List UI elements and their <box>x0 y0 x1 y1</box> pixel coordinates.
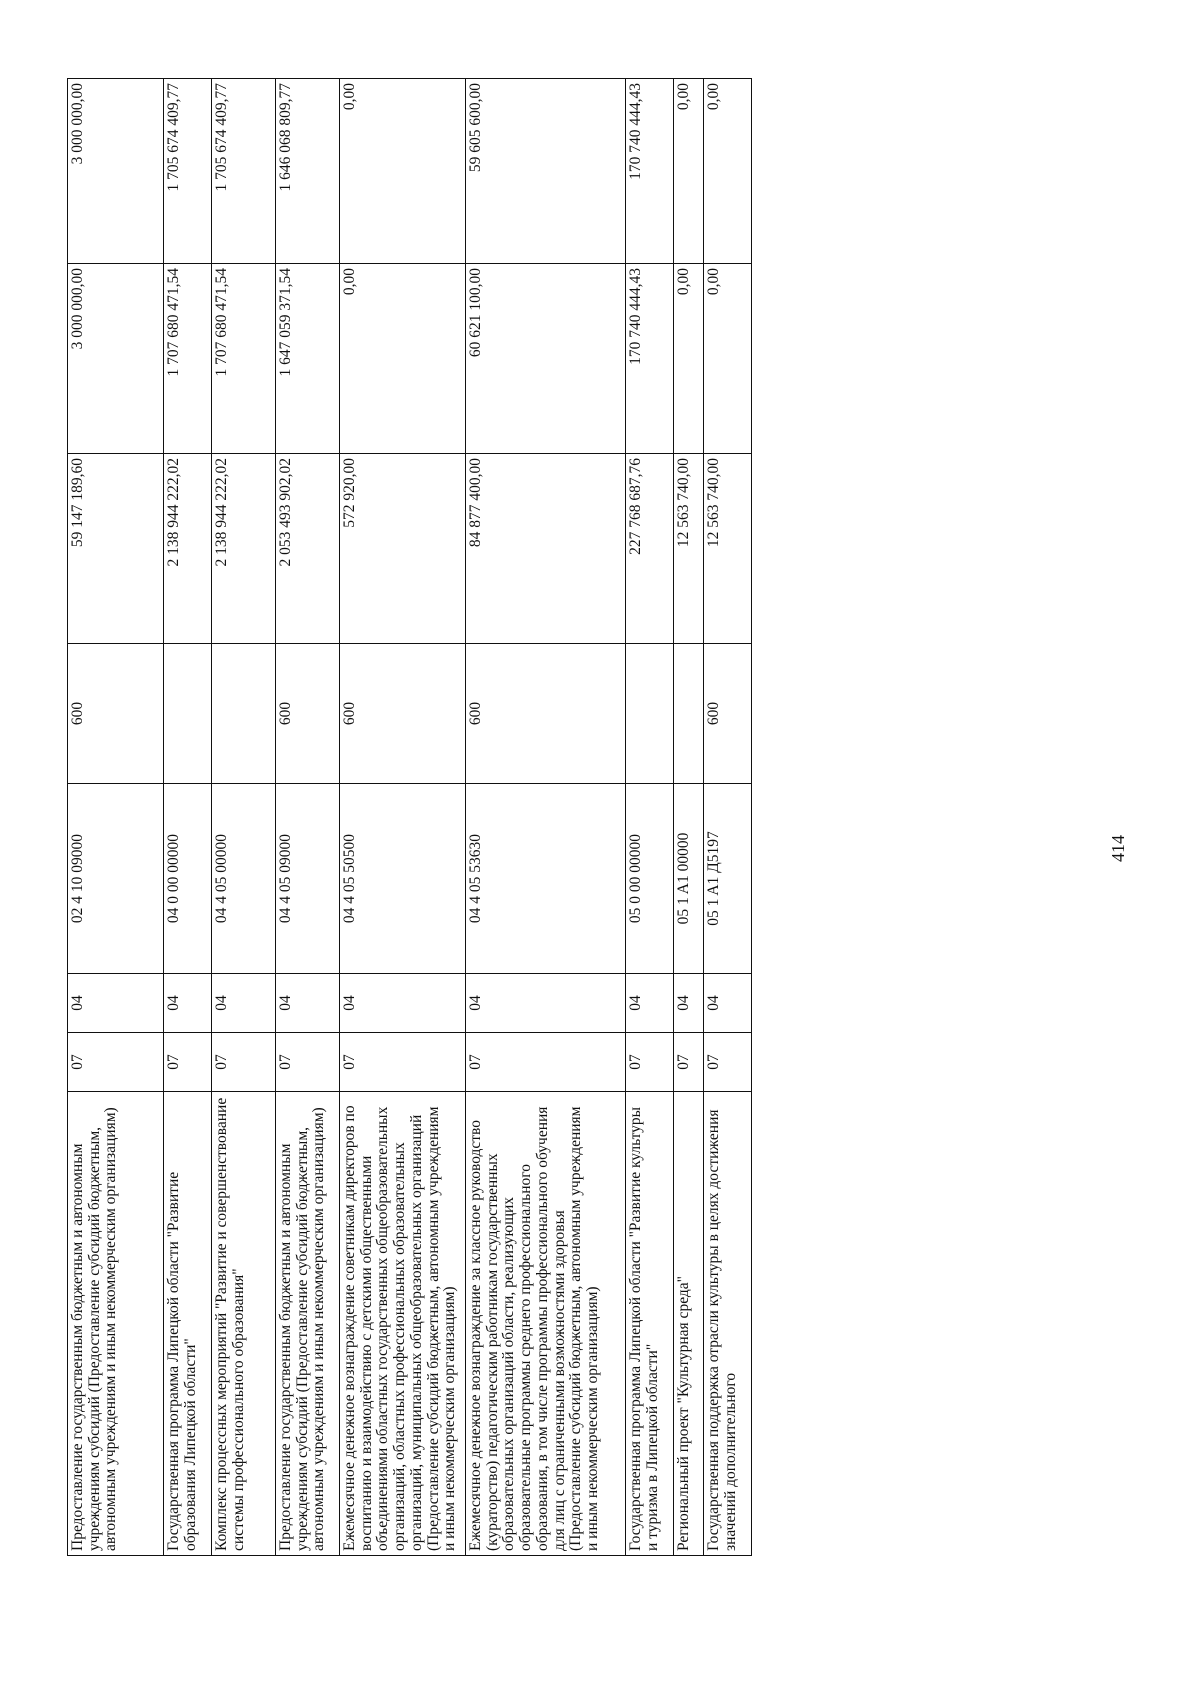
target-article-cell: 05 0 00 00000 <box>626 784 674 974</box>
amount-year2-cell: 3 000 000,00 <box>68 264 164 454</box>
amount-year1-cell: 227 768 687,76 <box>626 454 674 644</box>
target-article-cell: 05 1 A1 Д5197 <box>704 784 752 974</box>
amount-year2-cell: 60 621 100,00 <box>466 264 626 454</box>
row-name-cell: Государственная программа Липецкой области "Развитие образования Липецкой области" <box>164 1092 212 1556</box>
amount-year2-cell: 1 647 059 371,54 <box>276 264 340 454</box>
expense-type-cell: 600 <box>340 644 466 784</box>
amount-year1-cell: 2 138 944 222,02 <box>164 454 212 644</box>
amount-year1-cell: 59 147 189,60 <box>68 454 164 644</box>
subsection-code-cell: 04 <box>340 974 466 1033</box>
section-code-cell: 07 <box>626 1033 674 1092</box>
target-article-cell: 04 4 05 53630 <box>466 784 626 974</box>
subsection-code-cell: 04 <box>276 974 340 1033</box>
target-article-cell: 05 1 A1 00000 <box>674 784 704 974</box>
subsection-code-cell: 04 <box>466 974 626 1033</box>
expense-type-cell: 600 <box>68 644 164 784</box>
amount-year2-cell: 0,00 <box>340 264 466 454</box>
target-article-cell: 02 4 10 09000 <box>68 784 164 974</box>
table-row <box>340 79 466 1556</box>
target-article-cell: 04 4 05 50500 <box>340 784 466 974</box>
amount-year1-cell: 572 920,00 <box>340 454 466 644</box>
amount-year3-cell: 1 705 674 409,77 <box>164 79 212 264</box>
table-row <box>212 79 276 1556</box>
section-code-cell: 07 <box>212 1033 276 1092</box>
amount-year3-cell: 0,00 <box>340 79 466 264</box>
amount-year2-cell: 0,00 <box>704 264 752 454</box>
expense-type-cell: 600 <box>466 644 626 784</box>
amount-year2-cell: 1 707 680 471,54 <box>212 264 276 454</box>
subsection-code-cell: 04 <box>626 974 674 1033</box>
subsection-code-cell: 04 <box>212 974 276 1033</box>
amount-year1-cell: 2 053 493 902,02 <box>276 454 340 644</box>
subsection-code-cell: 04 <box>704 974 752 1033</box>
table-row <box>704 79 752 1556</box>
expense-type-cell <box>164 644 212 784</box>
table-row <box>276 79 340 1556</box>
amount-year1-cell: 2 138 944 222,02 <box>212 454 276 644</box>
row-name-cell: Государственная поддержка отрасли культуры в целях достижения значений дополнительного <box>704 1092 752 1556</box>
section-code-cell: 07 <box>466 1033 626 1092</box>
expense-type-cell: 600 <box>276 644 340 784</box>
amount-year2-cell: 1 707 680 471,54 <box>164 264 212 454</box>
amount-year3-cell: 0,00 <box>674 79 704 264</box>
row-name-cell: Предоставление государственным бюджетным и автономным учреждениям субсидий (Предоставление субсидий бюджетным, автономным учреждениям и иным некоммерческим организациям) <box>68 1092 164 1556</box>
expense-type-cell: 600 <box>704 644 752 784</box>
table-row <box>466 79 626 1556</box>
section-code-cell: 07 <box>340 1033 466 1092</box>
table-row <box>674 79 704 1556</box>
amount-year3-cell: 1 705 674 409,77 <box>212 79 276 264</box>
row-name-cell: Ежемесячное денежное вознаграждение за классное руководство (кураторство) педагогическим работникам государственных образовательных организаций области, реализующих образовательные программы среднего профессионального образования, в том числе программы профессионального обучения для лиц с ограниченными возможностями здоровья (Предоставление субсидий бюджетным, автономным учреждениям и иным некоммерческим организациям) <box>466 1092 626 1556</box>
amount-year3-cell: 3 000 000,00 <box>68 79 164 264</box>
amount-year3-cell: 1 646 068 809,77 <box>276 79 340 264</box>
section-code-cell: 07 <box>674 1033 704 1092</box>
row-name-cell: Комплекс процессных мероприятий "Развитие и совершенствование системы профессионального образования" <box>212 1092 276 1556</box>
table-row <box>626 79 674 1556</box>
subsection-code-cell: 04 <box>164 974 212 1033</box>
row-name-cell: Государственная программа Липецкой области "Развитие культуры и туризма в Липецкой области" <box>626 1092 674 1556</box>
subsection-code-cell: 04 <box>674 974 704 1033</box>
target-article-cell: 04 0 00 00000 <box>164 784 212 974</box>
row-name-cell: Предоставление государственным бюджетным и автономным учреждениям субсидий (Предоставление субсидий бюджетным, автономным учреждениям и иным некоммерческим организациям) <box>276 1092 340 1556</box>
amount-year3-cell: 170 740 444,43 <box>626 79 674 264</box>
expense-type-cell <box>212 644 276 784</box>
budget-table <box>67 78 752 1556</box>
expense-type-cell <box>674 644 704 784</box>
subsection-code-cell: 04 <box>68 974 164 1033</box>
section-code-cell: 07 <box>704 1033 752 1092</box>
target-article-cell: 04 4 05 09000 <box>276 784 340 974</box>
target-article-cell: 04 4 05 00000 <box>212 784 276 974</box>
amount-year3-cell: 59 605 600,00 <box>466 79 626 264</box>
amount-year2-cell: 170 740 444,43 <box>626 264 674 454</box>
amount-year1-cell: 12 563 740,00 <box>674 454 704 644</box>
row-name-cell: Региональный проект "Культурная среда" <box>674 1092 704 1556</box>
section-code-cell: 07 <box>68 1033 164 1092</box>
amount-year1-cell: 12 563 740,00 <box>704 454 752 644</box>
amount-year1-cell: 84 877 400,00 <box>466 454 626 644</box>
section-code-cell: 07 <box>164 1033 212 1092</box>
section-code-cell: 07 <box>276 1033 340 1092</box>
table-row <box>164 79 212 1556</box>
row-name-cell: Ежемесячное денежное вознаграждение советникам директоров по воспитанию и взаимодействию с детскими общественными объединениями областных государственных общеобразовательных организаций, областных профессиональных образовательных организаций, муниципальных общеобразовательных организаций (Предоставление субсидий бюджетным, автономным учреждениям и иным некоммерческим организациям) <box>340 1092 466 1556</box>
amount-year3-cell: 0,00 <box>704 79 752 264</box>
expense-type-cell <box>626 644 674 784</box>
amount-year2-cell: 0,00 <box>674 264 704 454</box>
table-row <box>68 79 164 1556</box>
page-number: 414 <box>1108 835 1128 862</box>
